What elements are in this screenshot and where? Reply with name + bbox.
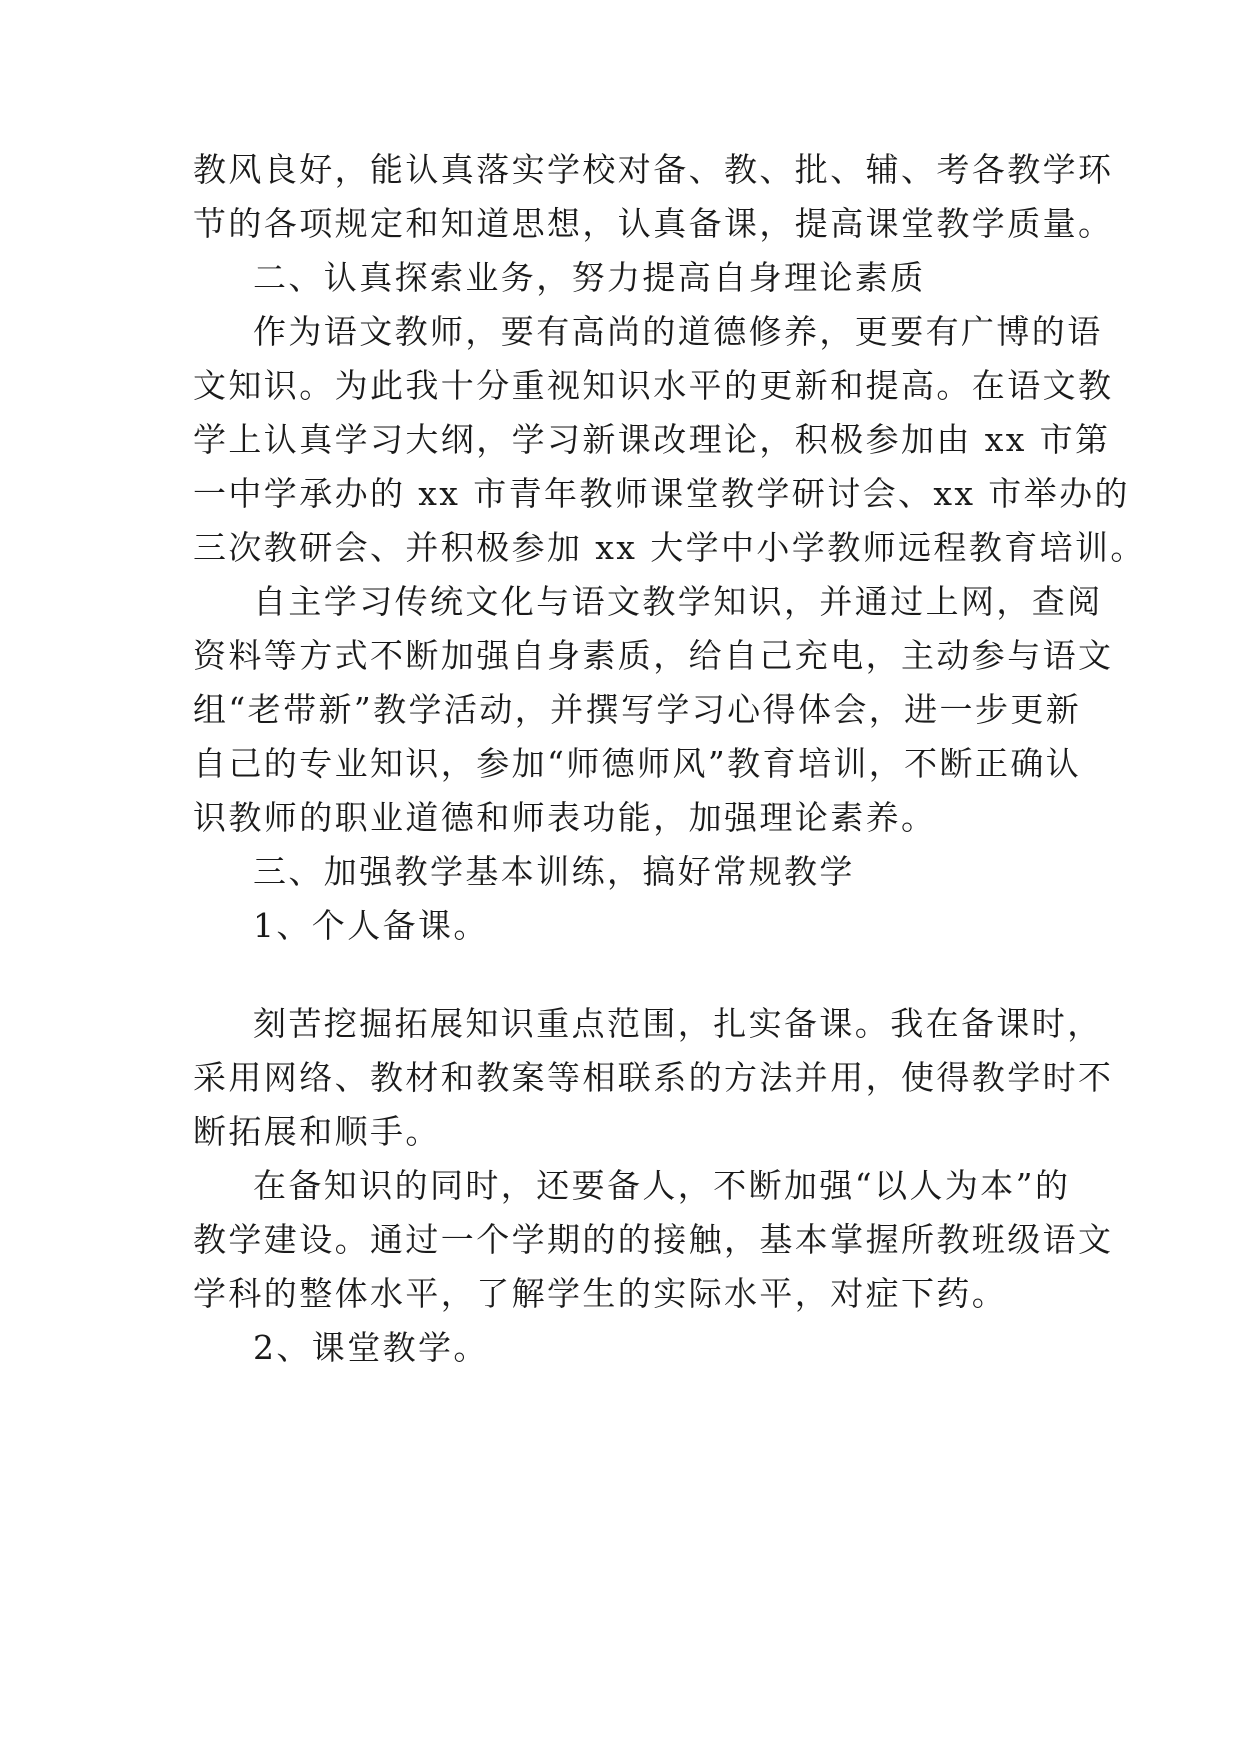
paragraph-line: 在备知识的同时，还要备人，不断加强“以人为本”的: [253, 1166, 1071, 1205]
paragraph-line: 自己的专业知识，参加“师德师风”教育培训，不断正确认: [193, 744, 1082, 783]
section-heading: 二、认真探索业务，努力提高自身理论素质: [253, 258, 926, 297]
paragraph-line: 学上认真学习大纲，学习新课改理论，积极参加由 xx 市第: [193, 420, 1111, 459]
paragraph-line: 组“老带新”教学活动，并撰写学习心得体会，进一步更新: [193, 690, 1082, 729]
paragraph-line: 断拓展和顺手。: [193, 1112, 441, 1151]
paragraph-line: 识教师的职业道德和师表功能，加强理论素养。: [193, 798, 937, 837]
paragraph-line: 采用网络、教材和教案等相联系的方法并用，使得教学时不: [193, 1058, 1114, 1097]
paragraph-line: 刻苦挖掘拓展知识重点范围，扎实备课。我在备课时，: [253, 1004, 1103, 1043]
subsection-heading: 1、个人备课。: [253, 906, 489, 945]
paragraph-line: 三次教研会、并积极参加 xx 大学中小学教师远程教育培训。: [193, 528, 1146, 567]
paragraph-line: 资料等方式不断加强自身素质，给自己充电，主动参与语文: [193, 636, 1114, 675]
paragraph-line: 文知识。为此我十分重视知识水平的更新和提高。在语文教: [193, 366, 1114, 405]
paragraph-line: 教学建设。通过一个学期的的接触，基本掌握所教班级语文: [193, 1220, 1114, 1259]
paragraph-line: 作为语文教师，要有高尚的道德修养，更要有广博的语: [253, 312, 1103, 351]
section-heading: 三、加强教学基本训练，搞好常规教学: [253, 852, 855, 891]
paragraph-line: 教风良好，能认真落实学校对备、教、批、辅、考各教学环: [193, 150, 1114, 189]
paragraph-line: 节的各项规定和知道思想，认真备课，提高课堂教学质量。: [193, 204, 1114, 243]
paragraph-line: 自主学习传统文化与语文教学知识，并通过上网，查阅: [253, 582, 1103, 621]
paragraph-line: 学科的整体水平，了解学生的实际水平，对症下药。: [193, 1274, 1008, 1313]
paragraph-line: 一中学承办的 xx 市青年教师课堂教学研讨会、xx 市举办的: [193, 474, 1130, 513]
subsection-heading: 2、课堂教学。: [253, 1328, 489, 1367]
